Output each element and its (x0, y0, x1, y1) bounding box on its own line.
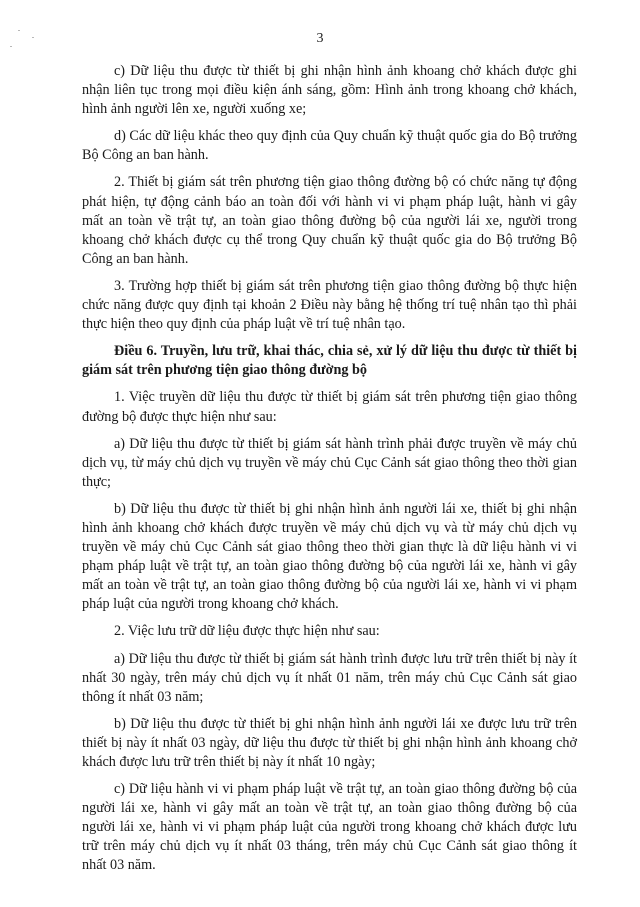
paragraph-6-1b: b) Dữ liệu thu được từ thiết bị ghi nhận hình ảnh người lái xe, thiết bị ghi nhận hình ảnh khoang chở khách được truyền về máy chủ dịch vụ và từ máy chủ dịch vụ truyền về máy chủ Cục Cảnh sát giao thông theo thời gian thực là dữ liệu hành vi vi phạm pháp luật về trật tự, an toàn giao thông đường bộ của người lái xe, hành vi gây mất an toàn về trật tự, an toàn giao thông đường bộ của người lái xe, hành vi vi phạm pháp luật của người trong khoang chở khách. (82, 500, 577, 613)
paragraph-6-2b: b) Dữ liệu thu được từ thiết bị ghi nhận hình ảnh người lái xe được lưu trữ trên thiết bị này ít nhất 03 ngày, dữ liệu thu được từ thiết bị ghi nhận hình ảnh khoang chở khách được lưu trữ trên thiết bị này ít nhất 10 ngày; (82, 715, 577, 770)
paragraph-6-2: 2. Việc lưu trữ dữ liệu được thực hiện như sau: (114, 623, 380, 640)
paragraph-6-1a: a) Dữ liệu thu được từ thiết bị giám sát hành trình phải được truyền về máy chủ dịch vụ, từ máy chủ dịch vụ truyền về máy chủ Cục Cảnh sát giao thông theo thời gian thực; (82, 435, 577, 490)
paragraph-6-2c: c) Dữ liệu hành vi vi phạm pháp luật về trật tự, an toàn giao thông đường bộ của người lái xe, hành vi gây mất an toàn về trật tự, an toàn giao thông đường bộ của người lái xe, hành vi vi phạm pháp luật của người trong khoang chở khách được lưu trữ trên máy chủ dịch vụ ít nhất 03 tháng, trên máy chủ Cục Cảnh sát giao thông ít nhất 03 năm. (82, 781, 577, 874)
paragraph-6-1: 1. Việc truyền dữ liệu thu được từ thiết bị giám sát trên phương tiện giao thông đường bộ được thực hiện như sau: (82, 389, 577, 425)
document-body (82, 62, 577, 884)
paragraph-2: 2. Thiết bị giám sát trên phương tiện giao thông đường bộ có chức năng tự động phát hiện, tự động cảnh báo an toàn đối với hành vi vi phạm pháp luật, hành vi gây mất an toàn về trật tự, an toàn giao thông đường bộ của người lái xe, người trong khoang chở khách được cụ thể trong Quy chuẩn kỹ thuật quốc gia do Bộ trưởng Bộ Công an ban hành. (82, 174, 577, 267)
paragraph-3: 3. Trường hợp thiết bị giám sát trên phương tiện giao thông đường bộ thực hiện chức năng được quy định tại khoản 2 Điều này bằng hệ thống trí tuệ nhân tạo thì phải thực hiện theo quy định của pháp luật về trí tuệ nhân tạo. (82, 277, 577, 333)
paragraph-1c: c) Dữ liệu thu được từ thiết bị ghi nhận hình ảnh khoang chở khách được ghi nhận liên tục trong mọi điều kiện ánh sáng, gồm: Hình ảnh trong khoang chở khách, hình ảnh người lên xe, người xuống xe; (82, 63, 577, 118)
paragraph-1d: d) Các dữ liệu khác theo quy định của Quy chuẩn kỹ thuật quốc gia do Bộ trưởng Bộ Công an ban hành. (82, 128, 577, 164)
paragraph-6-2a: a) Dữ liệu thu được từ thiết bị giám sát hành trình được lưu trữ trên thiết bị này ít nhất 30 ngày, trên máy chủ dịch vụ ít nhất 01 năm, trên máy chủ Cục Cảnh sát giao thông ít nhất 03 năm; (82, 650, 577, 705)
article-6-heading: Điều 6. Truyền, lưu trữ, khai thác, chia sẻ, xử lý dữ liệu thu được từ thiết bị giám sát trên phương tiện giao thông đường bộ (82, 343, 577, 379)
page-number: 3 (316, 31, 324, 46)
